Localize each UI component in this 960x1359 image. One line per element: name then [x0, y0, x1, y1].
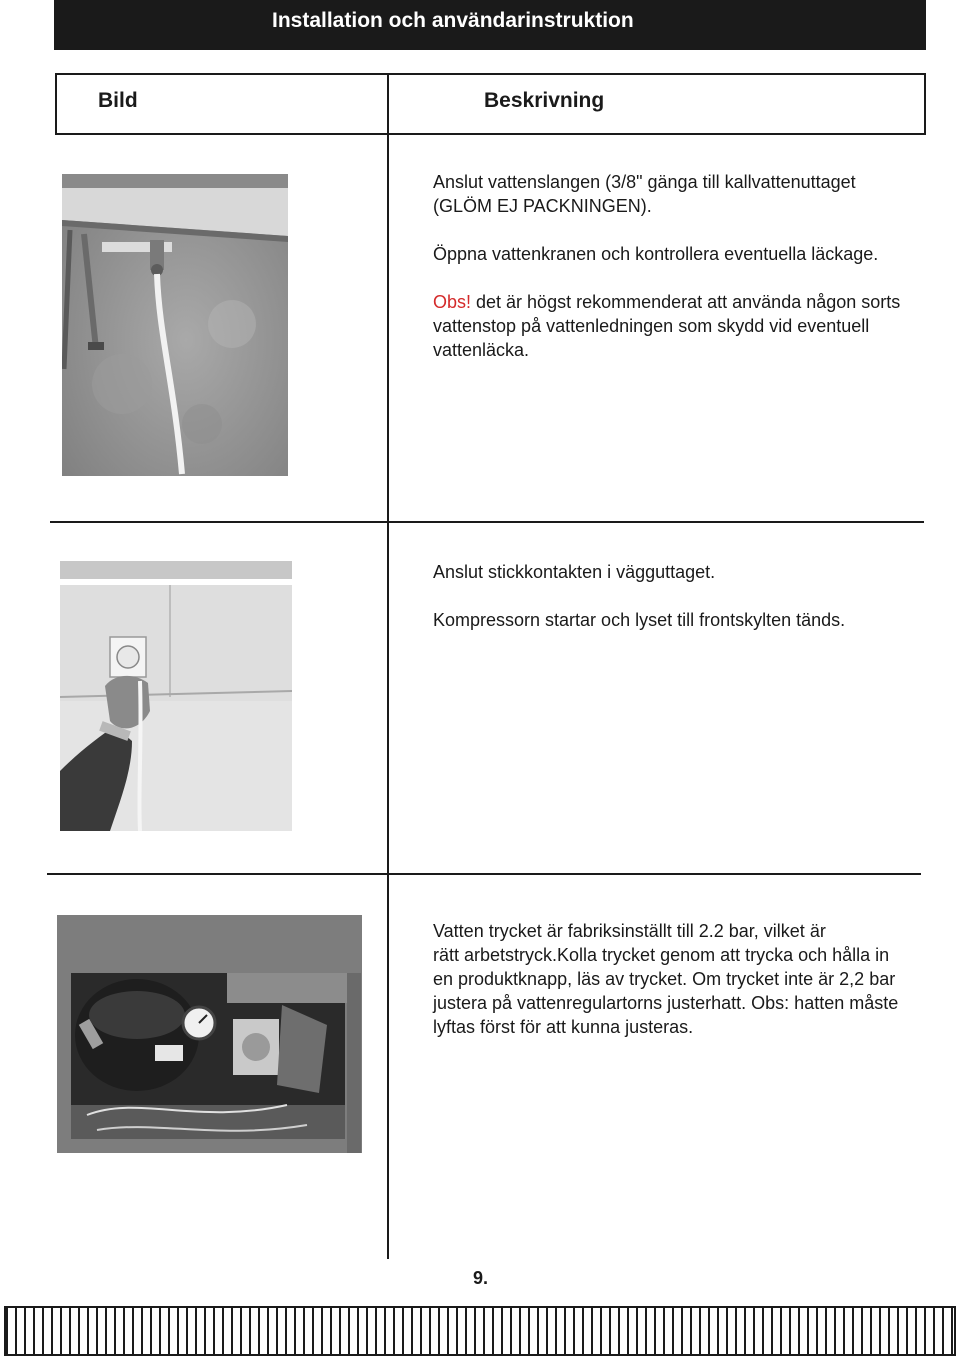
paragraph: (GLÖM EJ PACKNINGEN). [433, 196, 652, 216]
column-header-image: Bild [98, 89, 138, 112]
note-text: det är högst rekommenderat att använda någon sorts vattenstop på vattenledningen som skydd vid eventuell vattenläcka. [433, 292, 901, 360]
decorative-border [4, 1306, 956, 1356]
paragraph: lyftas först för att kunna justeras. [433, 1017, 694, 1037]
photo-water-hose-connection [62, 174, 288, 476]
paragraph: Anslut stickkontakten i vägguttaget. [433, 562, 716, 582]
paragraph: Vatten trycket är fabriksinställt till 2.2 bar, vilket är [433, 921, 826, 941]
photo-plugging-in-socket [60, 561, 292, 831]
page-title: Installation och användarinstruktion [272, 9, 634, 32]
note-paragraph [433, 290, 933, 362]
page-number: 9. [473, 1268, 489, 1288]
paragraph: Anslut vattenslangen (3/8" gänga till kallvattenuttaget [433, 172, 856, 192]
row-2-description [433, 560, 933, 632]
page-title-bar [54, 0, 926, 50]
row-1-description [433, 170, 933, 362]
row-separator [47, 873, 921, 875]
paragraph: justera på vattenregulartorns justerhatt. Obs: hatten måste [433, 993, 899, 1013]
paragraph: Öppna vattenkranen och kontrollera eventuella läckage. [433, 244, 879, 264]
row-3-description [433, 919, 933, 1039]
paragraph: Kompressorn startar och lyset till frontskylten tänds. [433, 610, 846, 630]
column-divider [387, 135, 389, 1259]
column-header-description: Beskrivning [484, 89, 605, 112]
header-divider [387, 73, 389, 135]
paragraph: rätt arbetstryck.Kolla trycket genom att trycka och hålla in [433, 945, 890, 965]
photo-compressor-pressure-gauge [57, 915, 362, 1153]
note-label: Obs! [433, 292, 472, 312]
paragraph: en produktknapp, läs av trycket. Om trycket inte är 2,2 bar [433, 969, 896, 989]
row-separator [50, 521, 924, 523]
